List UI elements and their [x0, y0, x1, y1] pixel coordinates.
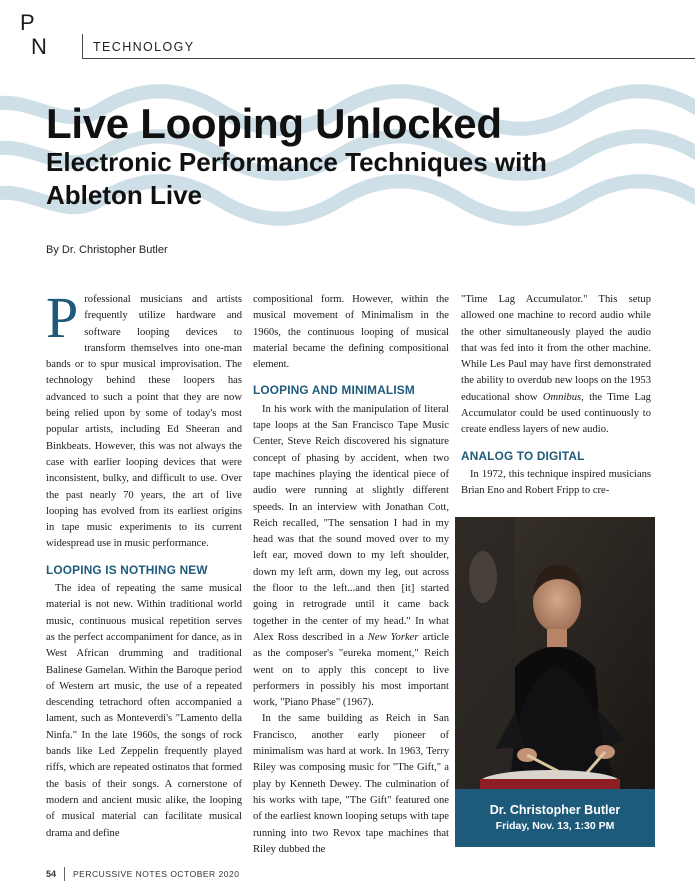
footer-divider [64, 867, 65, 881]
heading-looping-is-nothing-new: LOOPING IS NOTHING NEW [46, 562, 208, 577]
page-number: 54 [46, 869, 57, 879]
article-subtitle: Electronic Performance Techniques with Ableton Live [46, 147, 547, 210]
logo-letter-n: N [31, 34, 47, 59]
article-title: Live Looping Unlocked [46, 100, 502, 147]
body-text: In his work with the manipulation of literal tape loops at the San Francisco Tape Music Center, Steve Reich discovered his signature concept of phasing by accident, when two tape machines playing the identical piece of audio were running at slightly different speeds. In an interview with Jonathan Cott, Reich recalled, "The sensation I had in my head was that the sound moved over to my left ear, moved down to my left shoulder, down my left arm, down my leg, out across the floor to the left...and then [it] started going in retrograde until it came back together in the center of my head." In what Alex Ross described in a [253, 403, 449, 643]
body-paragraph [253, 402, 449, 712]
intro-paragraph [46, 285, 242, 553]
publication-issue: PERCUSSIVE NOTES OCTOBER 2020 [73, 869, 240, 879]
show-title: Omnibus [542, 391, 582, 403]
body-text: "Time Lag Accumulator." This setup allowed one machine to record audio while the other simultaneously played the audio that was fed into it from the other machine. While Les Paul may have first demonstrated the ability to overdub new loops on the 1953 educational show [461, 294, 651, 403]
photo-caption-date: Friday, Nov. 13, 1:30 PM [495, 820, 615, 832]
section-label: TECHNOLOGY [93, 40, 195, 54]
body-text: article as the composer's "eureka moment," Reich went on to apply this concept to live performers in possibly his most important work, "Piano Phase" (1967). [253, 631, 449, 709]
publication-title: New Yorker [367, 631, 419, 643]
body-column-3 [461, 292, 651, 500]
body-paragraph: In the same building as Reich in San Francisco, another early pioneer of minimalism was hard at work. In 1963, Terry Riley was composing music for "The Gift," a play by Kenneth Dewey. The culmination of his works with tape, "The Gift" featured one of the earliest known looping setups with tape running into two Revox tape machines that Riley dubbed the [253, 713, 449, 855]
body-paragraph: The idea of repeating the same musical material is not new. Within traditional world music, continuous musical repetition serves as the perfect accompaniment for dance, as in West African drumming and traditional Balinese Gamelan. Within the Baroque period of Western art music, the use of a repeated descending tetrachord often accompanied a lament, such as Monteverdi's "Lamento della Ninfa." In the late 1960s, the songs of rock bands like Led Zeppelin frequently played riffs, which are repeated ostinatos that formed the basis of their songs. A cornerstone of modern and ancient music alike, the looping of musical material can facilitate musical drama and define [46, 583, 242, 839]
intro-text: rofessional musicians and artists frequently utilize hardware and software looping devices to transform themselves into one-man bands or to spur musical improvisation. The technology behind these loopers has advanced to such a point that they are now being relied upon by some of today's most popular artists, including Ed Sheeran and Binkbeats. However, this was not always the case with earlier looping devices that were inconsistent, bulky, and difficult to use. Over the past nearly 70 years, the art of live looping has evolved from its earliest origins in tape music experiments to its current widespread use in music performance. [46, 294, 242, 550]
heading-looping-and-minimalism: LOOPING AND MINIMALISM [253, 383, 415, 398]
page-footer [46, 866, 239, 882]
logo-letter-p: P [20, 10, 35, 35]
header-divider-horizontal [82, 58, 695, 59]
publication-logo [20, 10, 54, 59]
body-text: , the Time Lag Accumulator could be used continuously to create endless layers of new audio. [461, 391, 651, 436]
author-photo [455, 517, 655, 789]
drop-cap: P [46, 285, 79, 350]
byline: By Dr. Christopher Butler [46, 244, 168, 256]
author-photo-box [455, 517, 655, 847]
body-column-2 [253, 292, 449, 858]
header-divider-vertical [82, 34, 83, 58]
body-paragraph: In 1972, this technique inspired musicians Brian Eno and Robert Fripp to cre- [461, 468, 651, 497]
heading-analog-to-digital: ANALOG TO DIGITAL [461, 448, 585, 463]
body-paragraph [461, 292, 651, 439]
body-paragraph: compositional form. However, within the musical movement of Minimalism in the 1960s, the continuous looping of musical material became the defining compositional element. [253, 294, 449, 371]
photo-caption-name: Dr. Christopher Butler [489, 803, 621, 817]
body-column-1 [46, 285, 242, 842]
